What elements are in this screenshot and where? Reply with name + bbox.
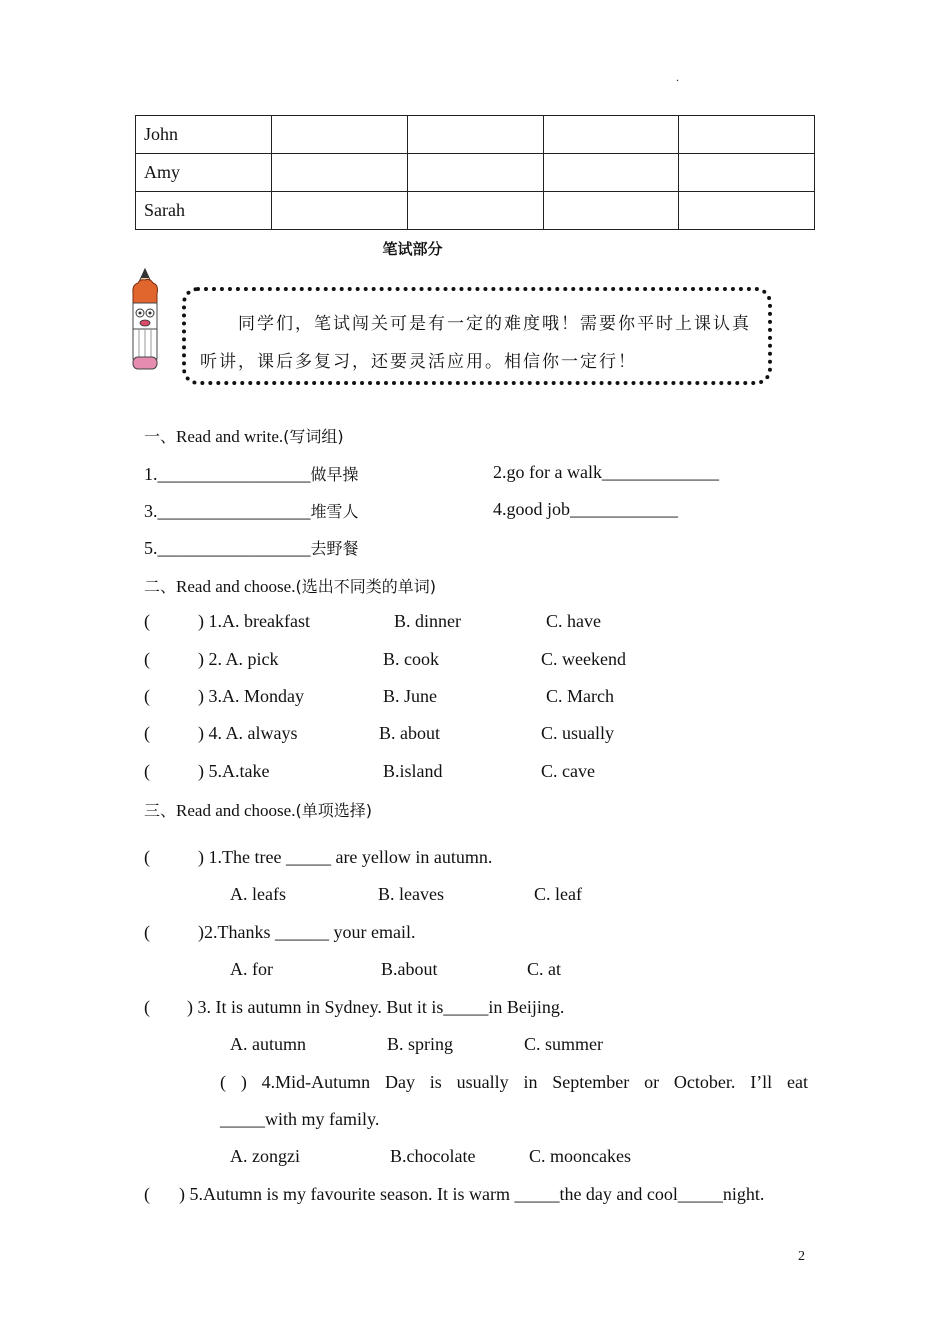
- pencil-character-icon: [128, 267, 162, 371]
- answer-cell: [272, 192, 408, 230]
- option-c: C. leaf: [534, 884, 582, 904]
- listening-table: [135, 115, 815, 230]
- question-paren: (: [144, 761, 150, 781]
- answer-cell: [407, 154, 543, 192]
- option-c: C. usually: [541, 723, 615, 743]
- option-c: C. mooncakes: [529, 1146, 631, 1166]
- question-paren: (: [144, 922, 150, 942]
- section1-item: 3._________________堆雪人: [144, 501, 359, 521]
- question-stem: ) 3.A. Monday: [198, 686, 304, 706]
- option-c: C. March: [546, 686, 614, 706]
- section1-heading: 一、Read and write.(写词组): [144, 427, 344, 446]
- option-a: A. zongzi: [230, 1146, 300, 1166]
- row-name-john: John: [136, 116, 272, 154]
- answer-cell: [543, 154, 679, 192]
- question-paren: (: [144, 1184, 150, 1204]
- option-b: B.about: [381, 959, 438, 979]
- option-b: B. about: [379, 723, 440, 743]
- row-name-amy: Amy: [136, 154, 272, 192]
- question-stem: )2.Thanks ______ your email.: [198, 922, 416, 942]
- option-b: B. leaves: [378, 884, 444, 904]
- answer-cell: [272, 116, 408, 154]
- question-paren: (: [144, 723, 150, 743]
- question-paren: (: [144, 649, 150, 669]
- option-b: B. cook: [383, 649, 439, 669]
- section3-heading: 三、Read and choose.(单项选择): [144, 801, 372, 820]
- option-a: A. for: [230, 959, 273, 979]
- section1-item: 2.go for a walk_____________: [493, 462, 719, 482]
- option-a: A. autumn: [230, 1034, 306, 1054]
- question-stem: ) 3. It is autumn in Sydney. But it is_____in Beijing.: [187, 997, 565, 1017]
- option-c: C. summer: [524, 1034, 603, 1054]
- answer-cell: [679, 154, 815, 192]
- answer-cell: [407, 192, 543, 230]
- table-row: [136, 154, 815, 192]
- option-b: B.chocolate: [390, 1146, 476, 1166]
- question-stem-continued: _____with my family.: [220, 1109, 380, 1129]
- bubble-text: [200, 305, 760, 381]
- option-a: A. leafs: [230, 884, 286, 904]
- answer-cell: [679, 192, 815, 230]
- option-c: C. at: [527, 959, 561, 979]
- section1-item: 1._________________做早操: [144, 464, 359, 484]
- table-row: [136, 116, 815, 154]
- answer-cell: [679, 116, 815, 154]
- question-stem: ) 2. A. pick: [198, 649, 279, 669]
- option-b: B. spring: [387, 1034, 454, 1054]
- answer-cell: [407, 116, 543, 154]
- answer-cell: [543, 192, 679, 230]
- written-section-title: 笔试部分: [382, 240, 443, 258]
- option-b: B. June: [383, 686, 437, 706]
- answer-cell: [272, 154, 408, 192]
- question-paren: (: [144, 997, 150, 1017]
- row-name-sarah: Sarah: [136, 192, 272, 230]
- top-mark: .: [676, 70, 679, 84]
- option-c: C. cave: [541, 761, 595, 781]
- option-c: C. have: [546, 611, 601, 631]
- table-row: [136, 192, 815, 230]
- section1-item: 4.good job____________: [493, 499, 679, 519]
- section1-item: 5._________________去野餐: [144, 538, 359, 558]
- question-paren: (: [144, 686, 150, 706]
- question-stem: ) 1.A. breakfast: [198, 611, 310, 631]
- page-number: 2: [798, 1249, 805, 1264]
- question-stem: ) 4. A. always: [198, 723, 298, 743]
- question-stem: ) 1.The tree _____ are yellow in autumn.: [198, 847, 493, 867]
- bubble-line: 听讲，课后多复习，还要灵活应用。相信你一定行！: [200, 352, 637, 372]
- bubble-line: 同学们，笔试闯关可是有一定的难度哦！需要你平时上课认真: [238, 314, 751, 334]
- question-stem: ) 5.Autumn is my favourite season. It is warm _____the day and cool_____night.: [179, 1184, 765, 1204]
- question-paren: (: [144, 611, 150, 631]
- question-paren: (: [144, 847, 150, 867]
- answer-cell: [543, 116, 679, 154]
- option-b: B.island: [383, 761, 443, 781]
- option-b: B. dinner: [394, 611, 461, 631]
- option-c: C. weekend: [541, 649, 626, 669]
- section2-heading: 二、Read and choose.(选出不同类的单词): [144, 577, 436, 596]
- question-stem: ( ) 4.Mid-Autumn Day is usually in September or October. I’ll eat: [220, 1072, 808, 1092]
- question-stem: ) 5.A.take: [198, 761, 270, 781]
